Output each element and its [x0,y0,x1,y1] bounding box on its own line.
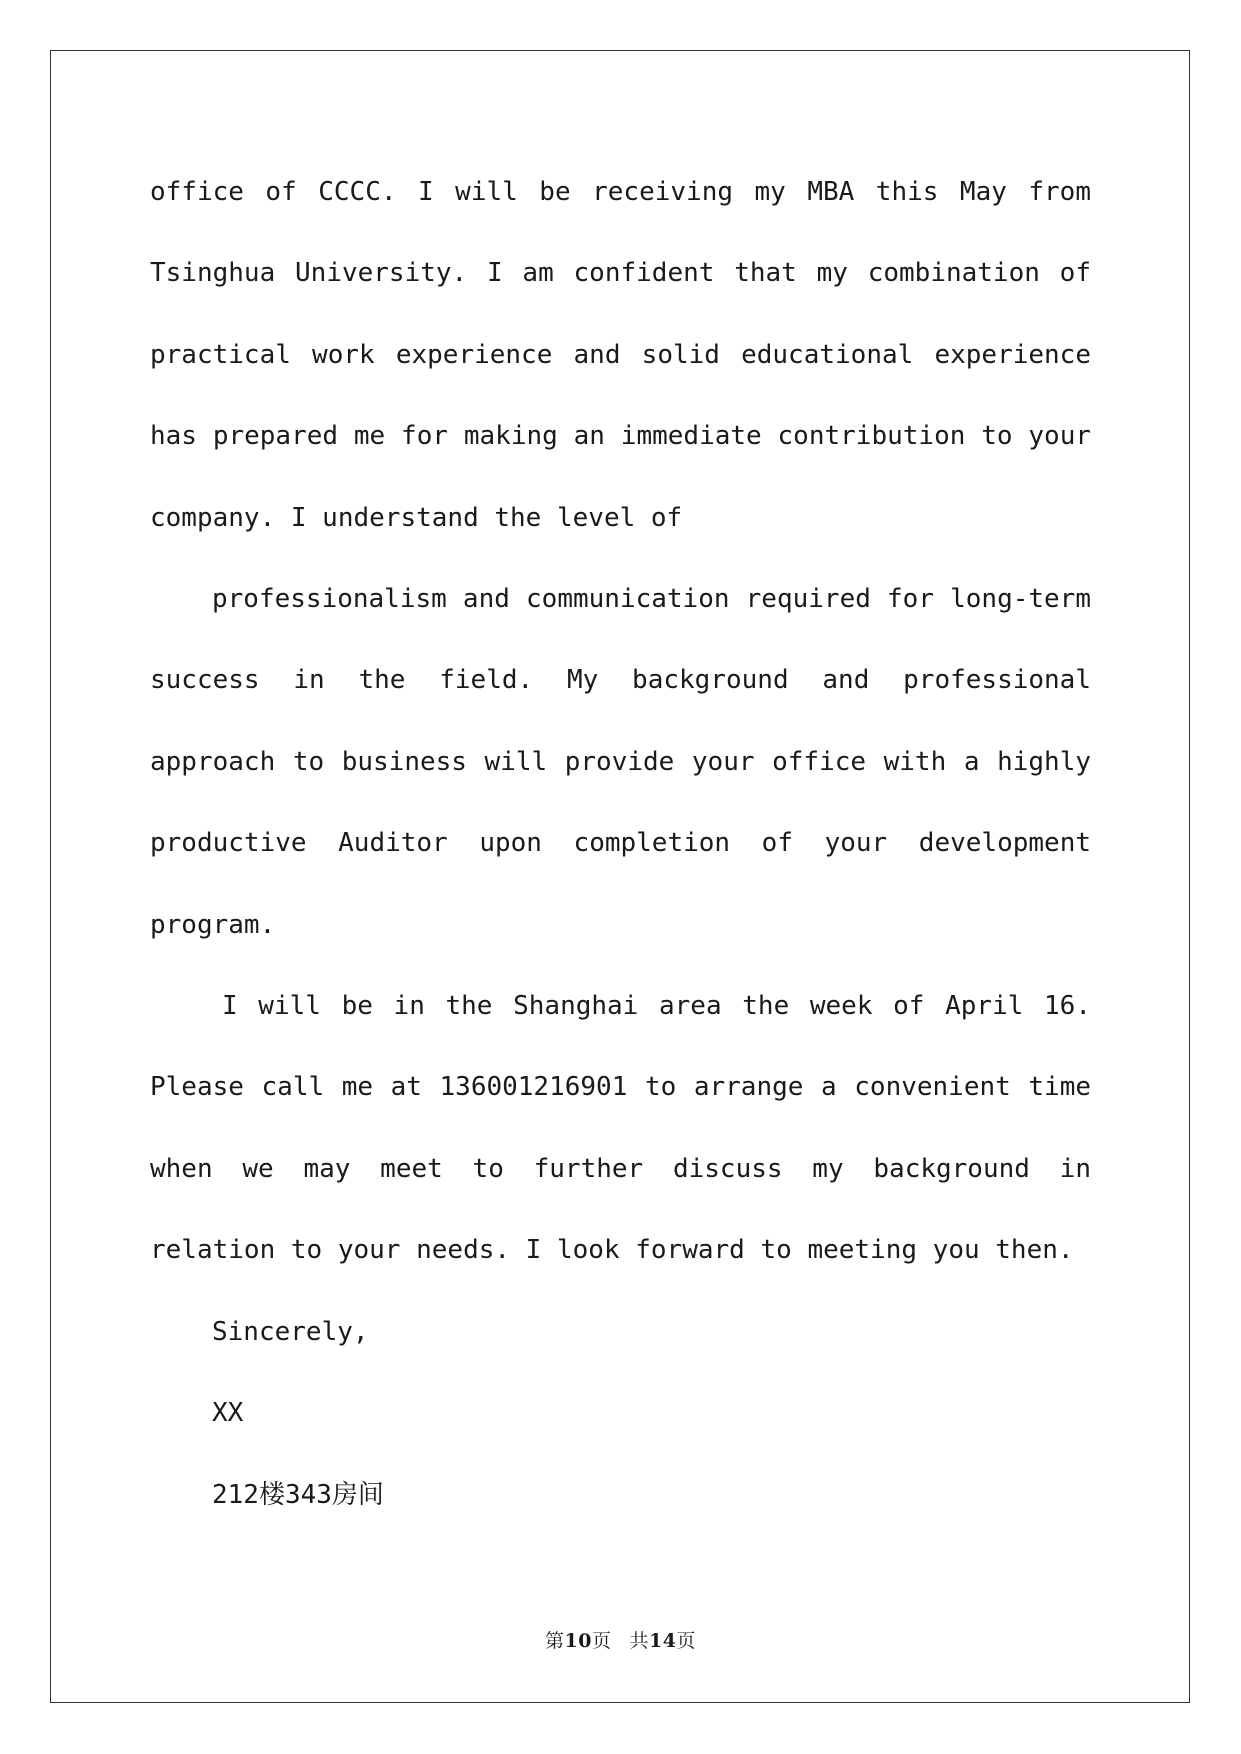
page-footer [0,1626,1241,1653]
footer-total-unit: 页 [676,1630,696,1652]
paragraph-3: I will be in the Shanghai area the week of April 16. Please call me at 136001216901 to arrange a convenient time when we may meet to further discuss my background in relation to your needs. I look forward to meeting you then. [150,991,1091,1266]
closing: Sincerely, [212,1316,369,1347]
footer-page-unit: 页 [591,1630,612,1652]
footer-total-prefix: 共 [629,1630,650,1652]
footer-prefix: 第 [545,1630,565,1652]
letter-body [150,152,1091,1536]
total-pages: 14 [649,1630,677,1652]
signature: XX [212,1398,244,1429]
address: 212楼343房间 [212,1479,384,1510]
paragraph-2: professionalism and communication required for long-term success in the field. My background and professional approach to business will provide your office with a highly productive Auditor upon completion of your development program. [150,584,1091,940]
page-number: 10 [564,1630,592,1652]
paragraph-1: office of CCCC. I will be receiving my MBA this May from Tsinghua University. I am confident that my combination of practical work experience and solid educational experience has prepared me for making an immediate contribution to your company. I understand the level of [150,177,1091,533]
